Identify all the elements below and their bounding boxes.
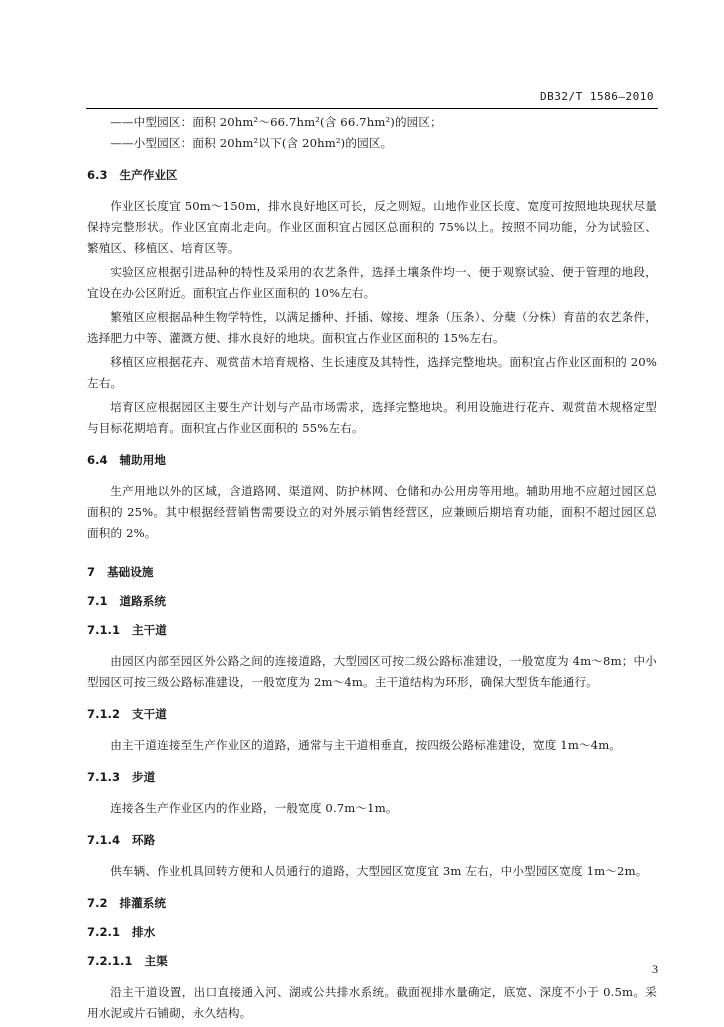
paragraph: 培育区应根据园区主要生产计划与产品市场需求，选择完整地块。利用设施进行花卉、观赏苗木规格定型与目标花期培育。面积宜占作业区面积的 55%左右。 — [87, 400, 657, 435]
heading-7-2-1-1 — [87, 953, 657, 969]
heading-7-1-3 — [87, 769, 657, 785]
paragraph: 沿主干道设置，出口直接通入河、湖或公共排水系统。截面视排水量确定，底宽、深度不小于 0.5m。采用水泥或片石铺砌，永久结构。 — [87, 985, 657, 1020]
section-title: 主渠 — [144, 954, 168, 968]
section-number: 7.1.2 — [87, 707, 121, 721]
dash-item-small-park: ——小型园区：面积 20hm²以下(含 20hm²)的园区。 — [110, 136, 393, 150]
paragraph: 供车辆、作业机具回转方便和人员通行的道路，大型园区宽度宜 3m 左右，中小型园区宽度 1m～2m。 — [110, 864, 648, 878]
paragraph: 由主干道连接至生产作业区的道路，通常与主干道相垂直，按四级公路标准建设，宽度 1m～4m。 — [110, 738, 622, 752]
paragraph: 生产用地以外的区域，含道路网、渠道网、防护林网、仓储和办公用房等用地。辅助用地不应超过园区总面积的 25%。其中根据经营销售需要设立的对外展示销售经营区，应兼顾后期培育功能，面积不超过园区总面积的 2%。 — [87, 484, 657, 540]
section-number: 7.1.4 — [87, 833, 121, 847]
section-title: 辅助用地 — [119, 453, 166, 467]
section-number: 7.2 — [87, 896, 108, 910]
page-number: 3 — [652, 962, 658, 976]
heading-7-2 — [87, 895, 657, 911]
section-title: 支干道 — [132, 707, 167, 721]
section-number: 7.2.1.1 — [87, 954, 133, 968]
document-body — [87, 112, 657, 1027]
section-number: 7.1 — [87, 594, 108, 608]
section-title: 生产作业区 — [119, 168, 178, 182]
heading-7-1-4 — [87, 832, 657, 848]
paragraph: 繁殖区应根据品种生物学特性，以满足播种、扦插、嫁接、埋条（压条）、分蘖（分株）育苗的农艺条件，选择肥力中等、灌溉方便、排水良好的地块。面积宜占作业区面积的 15%左右。 — [87, 310, 657, 345]
section-title: 步道 — [132, 770, 156, 784]
section-number: 6.3 — [87, 168, 108, 182]
paragraph: 连接各生产作业区内的作业路，一般宽度 0.7m～1m。 — [110, 801, 398, 815]
heading-7-1 — [87, 593, 657, 609]
section-number: 7.2.1 — [87, 925, 121, 939]
heading-7-1-1 — [87, 622, 657, 638]
heading-7-2-1 — [87, 924, 657, 940]
section-title: 道路系统 — [119, 594, 166, 608]
section-title: 主干道 — [132, 623, 167, 637]
section-title: 环路 — [132, 833, 156, 847]
paragraph: 实验区应根据引进品种的特性及采用的农艺条件，选择土壤条件均一、便于观察试验、便于管理的地段，宜设在办公区附近。面积宜占作业区面积的 10%左右。 — [87, 265, 657, 300]
section-number: 7 — [87, 565, 96, 579]
paragraph: 移植区应根据花卉、观赏苗木培育规格、生长速度及其特性，选择完整地块。面积宜占作业区面积的 20%左右。 — [87, 355, 657, 390]
section-number: 6.4 — [87, 453, 108, 467]
section-number: 7.1.3 — [87, 770, 121, 784]
section-number: 7.1.1 — [87, 623, 121, 637]
heading-7 — [87, 564, 657, 580]
heading-6-3 — [87, 167, 657, 183]
heading-6-4 — [87, 452, 657, 468]
dash-item-medium-park: ——中型园区：面积 20hm²～66.7hm²(含 66.7hm²)的园区； — [110, 115, 442, 129]
header-rule — [86, 108, 658, 109]
paragraph: 作业区长度宜 50m～150m，排水良好地区可长，反之则短。山地作业区长度、宽度可按照地块现状尽量保持完整形状。作业区宜南北走向。作业区面积宜占园区总面积的 75%以上。按照不同功能，分为试验区、繁殖区、移植区、培育区等。 — [87, 199, 657, 255]
section-title: 排灌系统 — [119, 896, 166, 910]
section-title: 排水 — [132, 925, 156, 939]
standard-number: DB32/T 1586—2010 — [540, 90, 654, 103]
section-title: 基础设施 — [107, 565, 154, 579]
paragraph: 由园区内部至园区外公路之间的连接道路，大型园区可按二级公路标准建设，一般宽度为 4m～8m；中小型园区可按三级公路标准建设，一般宽度为 2m～4m。主干道结构为环形，确保大型货车能通行。 — [87, 654, 657, 689]
heading-7-1-2 — [87, 706, 657, 722]
